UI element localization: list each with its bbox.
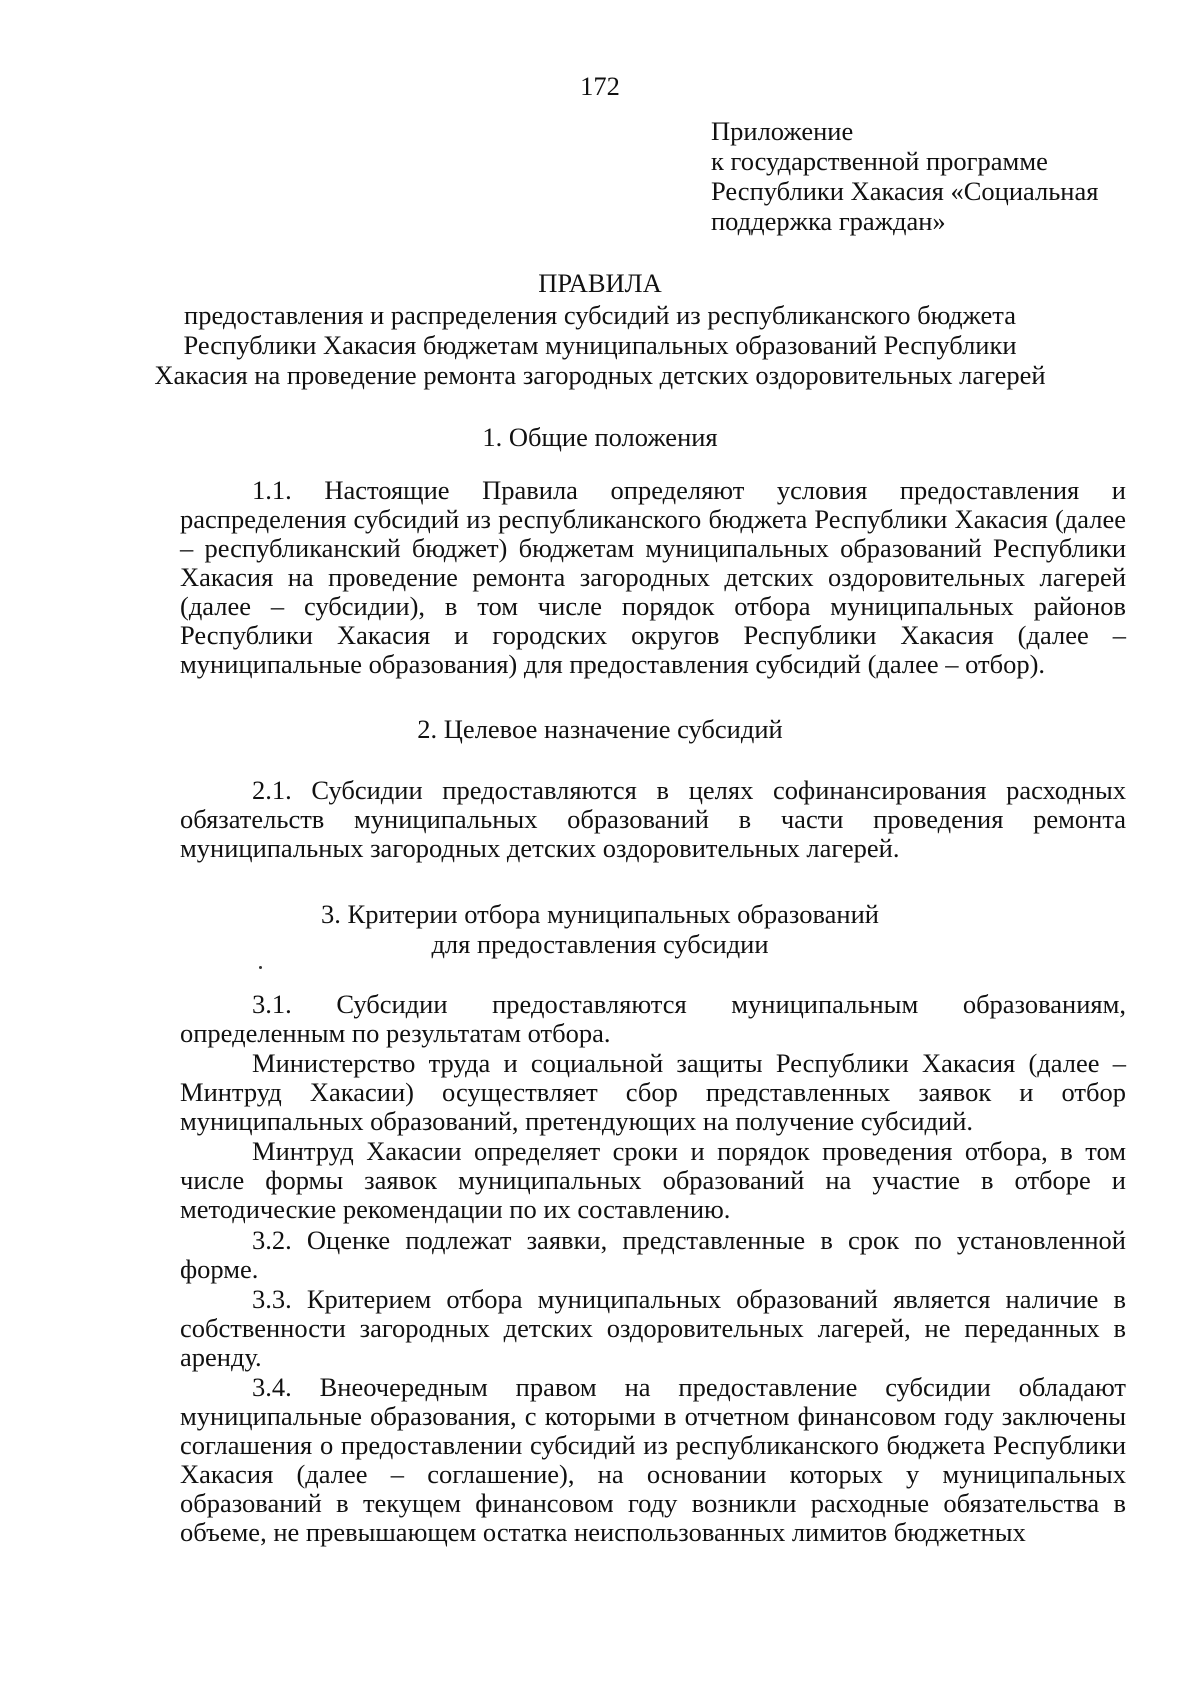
section-3-heading-line1: 3. Критерии отбора муниципальных образований	[321, 899, 879, 929]
paragraph-3-2: 3.2. Оценке подлежат заявки, представленные в срок по установленной форме.	[180, 1225, 1126, 1284]
paragraph-3-1-c: Минтруд Хакасии определяет сроки и порядок проведения отбора, в том числе формы заявок муниципальных образований на участие в отборе и методические рекомендации по их составлению.	[180, 1136, 1126, 1224]
document-title: ПРАВИЛА	[538, 268, 662, 298]
paragraph-3-1-b: Министерство труда и социальной защиты Республики Хакасия (далее – Минтруд Хакасии) осуществляет сбор представленных заявок и отбор муниципальных образований, претендующих на получение субсидий.	[180, 1048, 1126, 1136]
appendix-note	[711, 116, 1151, 236]
paragraph-2-1: 2.1. Субсидии предоставляются в целях софинансирования расходных обязательств муниципальных образований в части проведения ремонта муниципальных загородных детских оздоровительных лагерей.	[180, 775, 1126, 863]
section-3-heading-line2: для предоставления субсидии	[431, 929, 769, 959]
appendix-line: поддержка граждан»	[711, 206, 946, 236]
section-1-heading: 1. Общие положения	[482, 422, 718, 452]
paragraph-1-1: 1.1. Настоящие Правила определяют условия предоставления и распределения субсидий из республиканского бюджета Республики Хакасия (далее – республиканский бюджет) бюджетам муниципальных образований Республики Хакасия на проведение ремонта загородных детских оздоровительных лагерей (далее – субсидии), в том числе порядок отбора муниципальных районов Республики Хакасия и городских округов Республики Хакасия (далее – муниципальные образования) для предоставления субсидий (далее – отбор).	[180, 475, 1126, 679]
paragraph-3-4: 3.4. Внеочередным правом на предоставление субсидии обладают муниципальные образования, с которыми в отчетном финансовом году заключены соглашения о предоставлении субсидий из республиканского бюджета Республики Хакасия (далее – соглашение), на основании которых у муниципальных образований в текущем финансовом году возникли расходные обязательства в объеме, не превышающем остатка неиспользованных лимитов бюджетных	[180, 1372, 1126, 1547]
appendix-line: к государственной программе	[711, 146, 1048, 176]
document-subtitle: предоставления и распределения субсидий из республиканского бюджета Республики Хакасия бюджетам муниципальных образований Республики Хакасия на проведение ремонта загородных детских оздоровительных лагерей	[154, 300, 1046, 390]
scan-speck	[259, 966, 262, 969]
appendix-line: Приложение	[711, 116, 854, 146]
paragraph-3-1: 3.1. Субсидии предоставляются муниципальным образованиям, определенным по результатам отбора.	[180, 989, 1126, 1048]
paragraph-3-3: 3.3. Критерием отбора муниципальных образований является наличие в собственности загородных детских оздоровительных лагерей, не переданных в аренду.	[180, 1284, 1126, 1372]
section-2-heading: 2. Целевое назначение субсидий	[417, 714, 783, 744]
page-number: 172	[580, 71, 620, 101]
appendix-line: Республики Хакасия «Социальная	[711, 176, 1099, 206]
